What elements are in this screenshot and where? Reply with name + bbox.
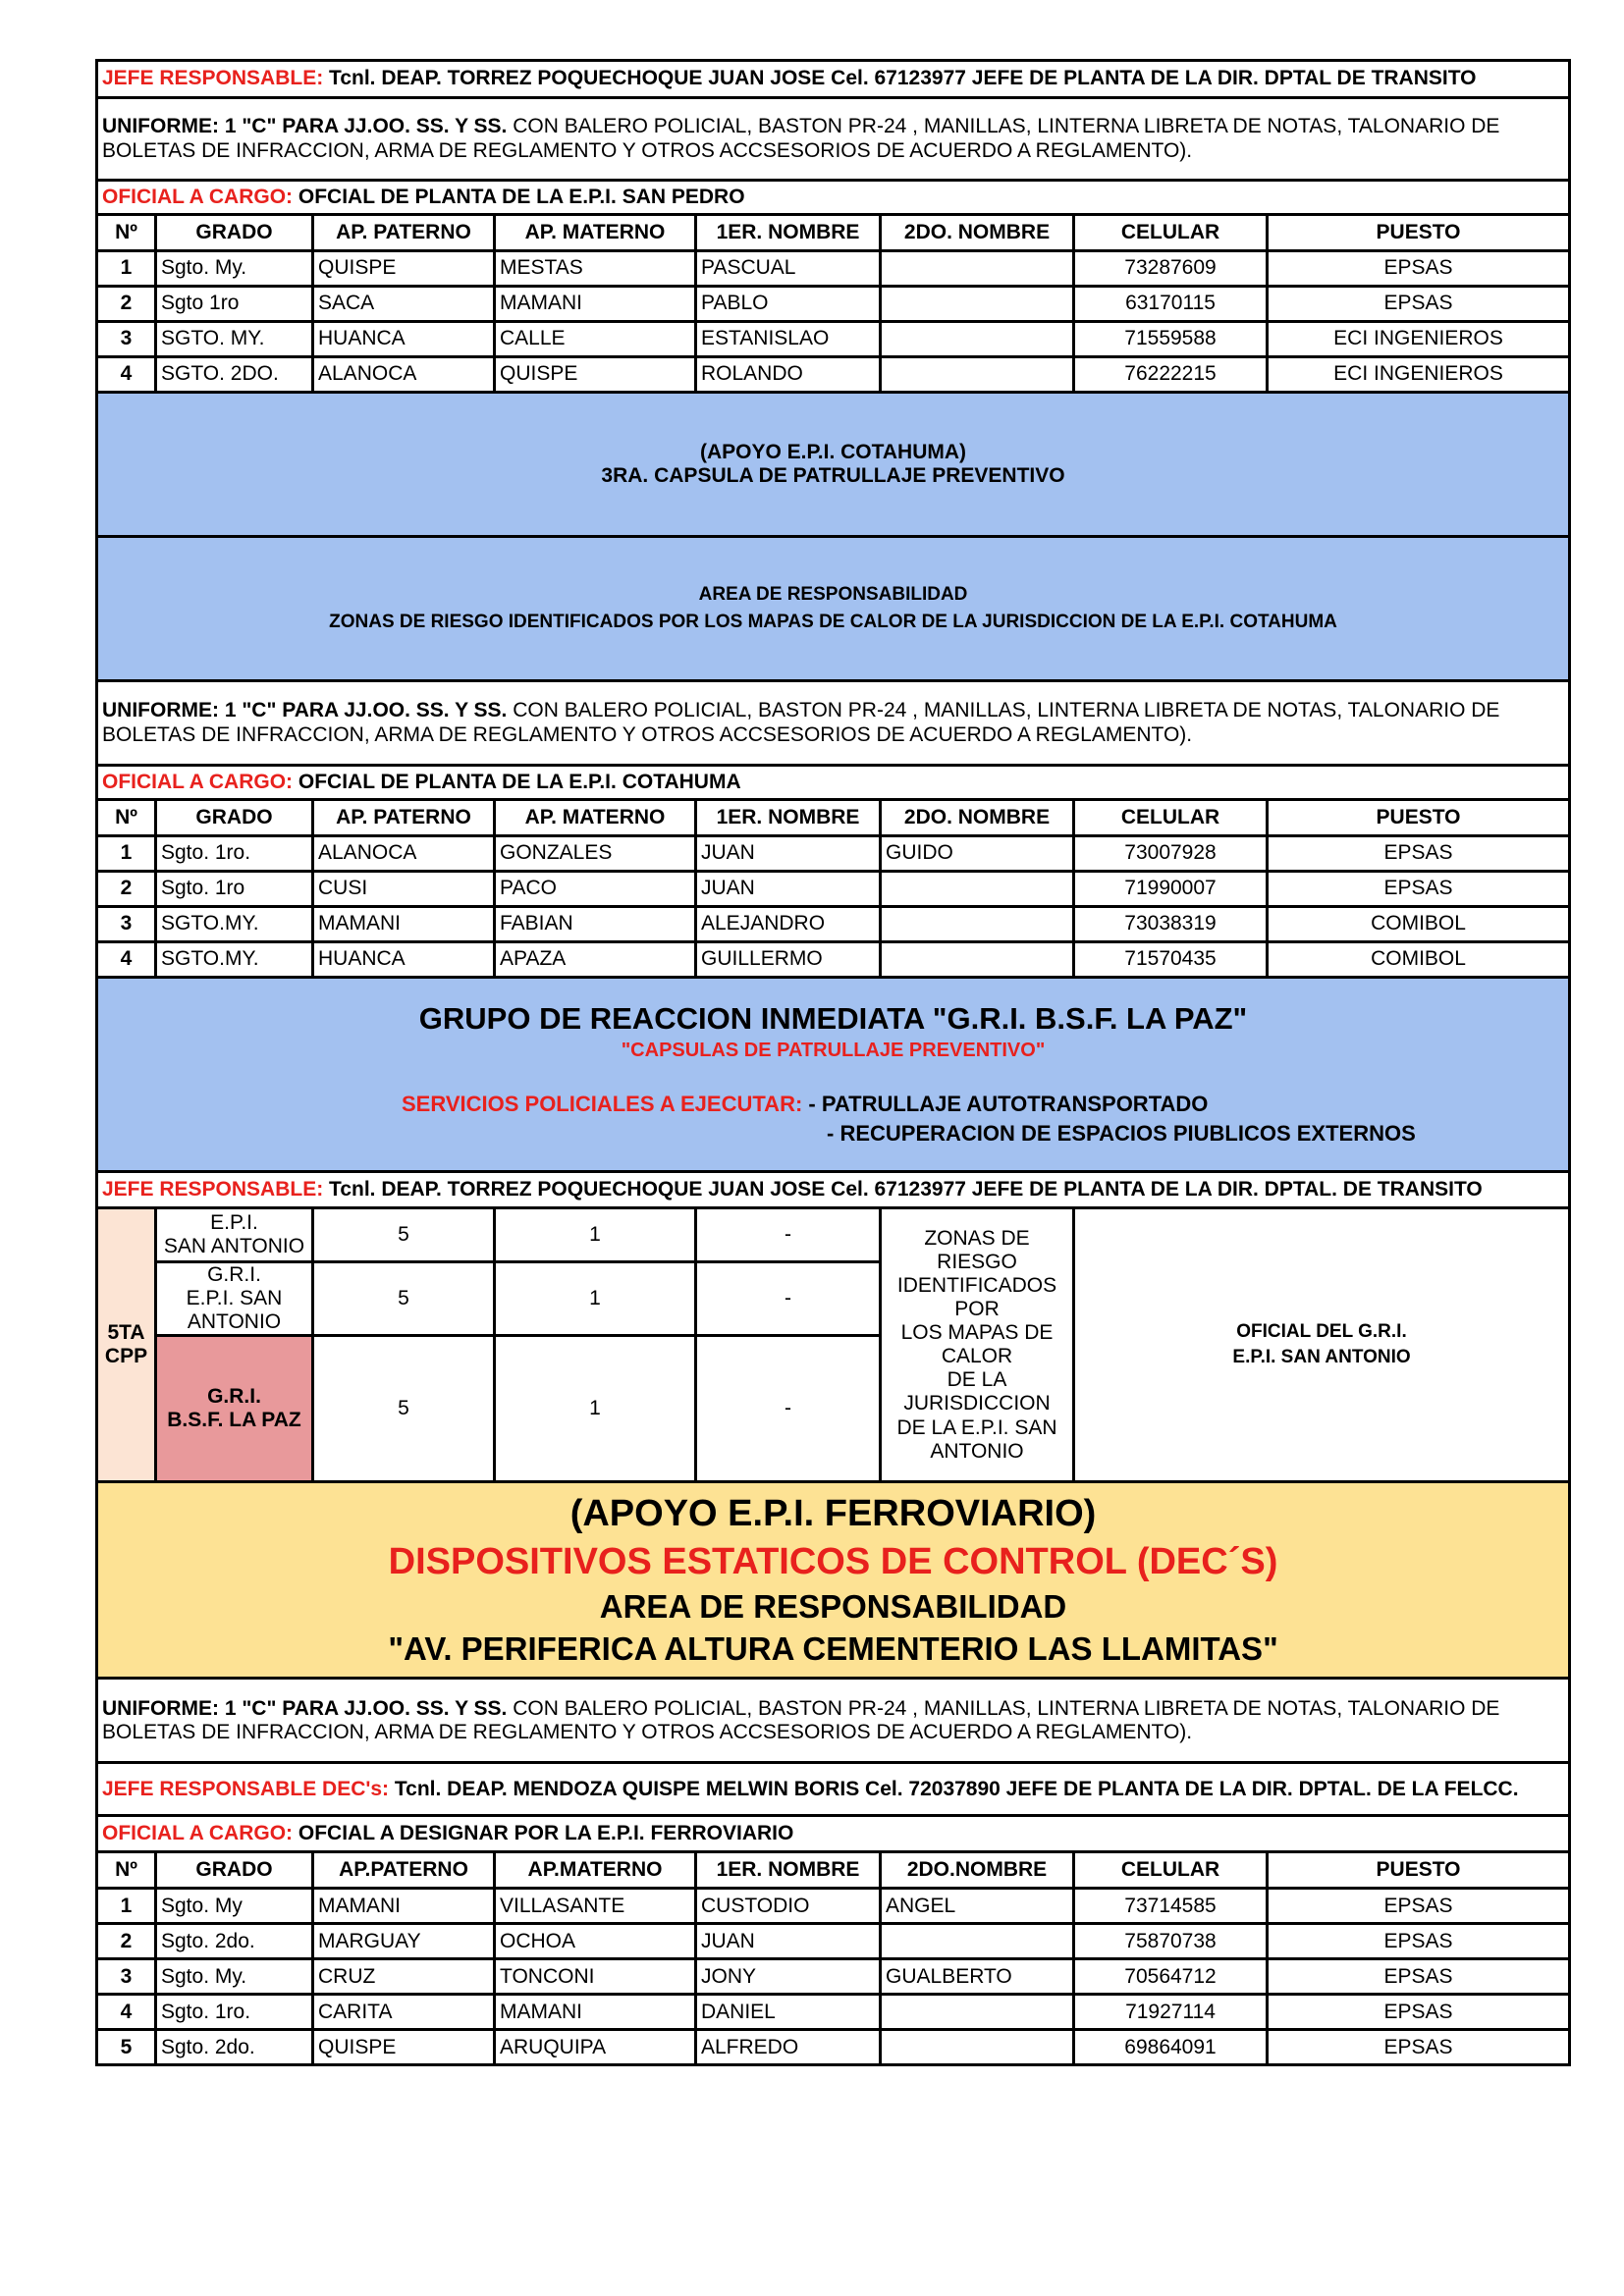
- oficial-text: OFCIAL DE PLANTA DE LA E.P.I. COTAHUMA: [293, 770, 741, 793]
- oficial-label: OFICIAL A CARGO:: [102, 185, 294, 208]
- header-materno: AP.MATERNO: [495, 1852, 696, 1889]
- grado-cell: Sgto. My: [156, 1889, 313, 1924]
- nombre-1-cell: JONY: [696, 1959, 881, 1995]
- zona-line: LOS MAPAS DE CALOR: [900, 1321, 1054, 1368]
- header-grado: GRADO: [156, 1852, 313, 1889]
- zona-line: DE LA E.P.I. SAN: [896, 1415, 1057, 1439]
- nombre-1-cell: CUSTODIO: [696, 1889, 881, 1924]
- materno-cell: FABIAN: [495, 907, 696, 942]
- header-row-4: [97, 1852, 1570, 1889]
- celular-cell: 73714585: [1074, 1889, 1268, 1924]
- jefe-row-1: [97, 61, 1570, 98]
- grado-cell: Sgto. My.: [156, 251, 313, 287]
- puesto-cell: EPSAS: [1268, 1924, 1570, 1959]
- paterno-cell: HUANCA: [313, 942, 495, 978]
- paterno-cell: CUSI: [313, 872, 495, 907]
- paterno-cell: MAMANI: [313, 907, 495, 942]
- grado-cell: SGTO.MY.: [156, 942, 313, 978]
- grado-cell: SGTO. MY.: [156, 322, 313, 357]
- unit-name: [156, 1336, 313, 1482]
- nombre-2-cell: GUALBERTO: [881, 1959, 1074, 1995]
- paterno-cell: MAMANI: [313, 1889, 495, 1924]
- puesto-cell: EPSAS: [1268, 1889, 1570, 1924]
- celular-cell: 71990007: [1074, 872, 1268, 907]
- celular-cell: 73038319: [1074, 907, 1268, 942]
- materno-cell: GONZALES: [495, 836, 696, 872]
- puesto-cell: EPSAS: [1268, 1995, 1570, 2030]
- table-row: [97, 357, 1570, 393]
- header-nombre-2: 2DO. NOMBRE: [881, 215, 1074, 251]
- celular-cell: 75870738: [1074, 1924, 1268, 1959]
- uniforme-row-1: [97, 98, 1570, 181]
- oficial-label: OFICIAL A CARGO:: [102, 770, 294, 793]
- uniforme-row-2: [97, 681, 1570, 766]
- oficial-gri-line-1: OFICIAL DEL G.R.I.: [1236, 1320, 1407, 1342]
- header-row-2: [97, 800, 1570, 836]
- cpp-cell: [97, 1208, 156, 1482]
- table-row: [97, 1889, 1570, 1924]
- grado-cell: SGTO. 2DO.: [156, 357, 313, 393]
- header-num: Nº: [97, 1852, 156, 1889]
- header-num: Nº: [97, 215, 156, 251]
- nombre-1-cell: PABLO: [696, 287, 881, 322]
- header-nombre-2: 2DO.NOMBRE: [881, 1852, 1074, 1889]
- unit-line-1: E.P.I.: [210, 1210, 258, 1234]
- row-number: 5: [97, 2030, 156, 2065]
- nombre-2-cell: GUIDO: [881, 836, 1074, 872]
- nombre-1-cell: JUAN: [696, 836, 881, 872]
- unit-name: [156, 1262, 313, 1336]
- unit-line-2: B.S.F. LA PAZ: [167, 1409, 301, 1432]
- cotahuma-title-row: [97, 393, 1570, 537]
- zona-line: ZONAS DE RIESGO: [924, 1226, 1030, 1273]
- nombre-1-cell: GUILLERMO: [696, 942, 881, 978]
- zona-line: IDENTIFICADOS POR: [896, 1273, 1057, 1320]
- grado-cell: Sgto. 2do.: [156, 1924, 313, 1959]
- roster-table: [95, 59, 1571, 2066]
- materno-cell: APAZA: [495, 942, 696, 978]
- puesto-cell: ECI INGENIEROS: [1268, 357, 1570, 393]
- nombre-1-cell: ROLANDO: [696, 357, 881, 393]
- oficial-gri-cell: [1074, 1208, 1570, 1482]
- puesto-cell: EPSAS: [1268, 836, 1570, 872]
- nombre-1-cell: ESTANISLAO: [696, 322, 881, 357]
- nombre-2-cell: [881, 357, 1074, 393]
- oficial-row-1: [97, 181, 1570, 215]
- paterno-cell: QUISPE: [313, 2030, 495, 2065]
- area-text: "AV. PERIFERICA ALTURA CEMENTERIO LAS LLAMITAS": [388, 1630, 1278, 1668]
- materno-cell: TONCONI: [495, 1959, 696, 1995]
- cotahuma-title: (APOYO E.P.I. COTAHUMA): [699, 440, 967, 463]
- uniforme-row-4: [97, 1679, 1570, 1763]
- jefe-label: JEFE RESPONSABLE DEC's:: [102, 1777, 390, 1800]
- table-row: [97, 907, 1570, 942]
- nombre-2-cell: [881, 1995, 1074, 2030]
- cpp-line-2: CPP: [104, 1345, 148, 1368]
- nombre-2-cell: [881, 322, 1074, 357]
- table-row: [97, 2030, 1570, 2065]
- roster-sheet: [95, 59, 1568, 2066]
- table-row: [97, 872, 1570, 907]
- nombre-2-cell: [881, 1924, 1074, 1959]
- paterno-cell: ALANOCA: [313, 836, 495, 872]
- header-materno: AP. MATERNO: [495, 800, 696, 836]
- gri-subtitle: "CAPSULAS DE PATRULLAJE PREVENTIVO": [621, 1040, 1046, 1062]
- unit-line-1: G.R.I.: [207, 1263, 261, 1286]
- unit-value-c: -: [696, 1262, 881, 1336]
- uniforme-label: UNIFORME: 1 "C" PARA JJ.OO. SS. Y SS.: [102, 1696, 508, 1720]
- celular-cell: 73007928: [1074, 836, 1268, 872]
- table-row: [97, 1924, 1570, 1959]
- header-nombre-1: 1ER. NOMBRE: [696, 800, 881, 836]
- grado-cell: Sgto. 1ro.: [156, 1995, 313, 2030]
- header-row-1: [97, 215, 1570, 251]
- materno-cell: CALLE: [495, 322, 696, 357]
- nombre-1-cell: DANIEL: [696, 1995, 881, 2030]
- paterno-cell: HUANCA: [313, 322, 495, 357]
- header-paterno: AP. PATERNO: [313, 215, 495, 251]
- nombre-1-cell: JUAN: [696, 1924, 881, 1959]
- header-num: Nº: [97, 800, 156, 836]
- row-number: 1: [97, 1889, 156, 1924]
- celular-cell: 70564712: [1074, 1959, 1268, 1995]
- header-nombre-1: 1ER. NOMBRE: [696, 215, 881, 251]
- table-row: [97, 1995, 1570, 2030]
- nombre-2-cell: [881, 287, 1074, 322]
- jefe-label: JEFE RESPONSABLE:: [102, 1177, 324, 1201]
- materno-cell: PACO: [495, 872, 696, 907]
- header-puesto: PUESTO: [1268, 215, 1570, 251]
- row-number: 4: [97, 942, 156, 978]
- materno-cell: MAMANI: [495, 1995, 696, 2030]
- jefe-label: JEFE RESPONSABLE:: [102, 67, 324, 90]
- grado-cell: Sgto. 2do.: [156, 2030, 313, 2065]
- cotahuma-subtitle: 3RA. CAPSULA DE PATRULLAJE PREVENTIVO: [601, 464, 1065, 487]
- unit-value-b: 1: [495, 1208, 696, 1262]
- unit-line-1: G.R.I.: [207, 1385, 261, 1409]
- materno-cell: MESTAS: [495, 251, 696, 287]
- puesto-cell: EPSAS: [1268, 251, 1570, 287]
- puesto-cell: COMIBOL: [1268, 942, 1570, 978]
- grado-cell: SGTO.MY.: [156, 907, 313, 942]
- unit-line-2: SAN ANTONIO: [163, 1235, 305, 1257]
- puesto-cell: COMIBOL: [1268, 907, 1570, 942]
- puesto-cell: ECI INGENIEROS: [1268, 322, 1570, 357]
- uniforme-text: CON BALERO POLICIAL, BASTON PR-24 , MANILLAS, LINTERNA LIBRETA DE NOTAS, TALONARIO DE BOLETAS DE INFRACCION, ARMA DE REGLAMENTO Y OTROS ACCSESORIOS DE ACUERDO A REGLAMENTO).: [102, 1696, 1500, 1743]
- paterno-cell: MARGUAY: [313, 1924, 495, 1959]
- puesto-cell: EPSAS: [1268, 2030, 1570, 2065]
- grado-cell: Sgto. My.: [156, 1959, 313, 1995]
- header-materno: AP. MATERNO: [495, 215, 696, 251]
- paterno-cell: CARITA: [313, 1995, 495, 2030]
- table-row: [97, 251, 1570, 287]
- table-row: [97, 942, 1570, 978]
- header-grado: GRADO: [156, 215, 313, 251]
- nombre-2-cell: [881, 907, 1074, 942]
- oficial-row-4: [97, 1816, 1570, 1852]
- servicios-label: SERVICIOS POLICIALES A EJECUTAR:: [402, 1092, 803, 1117]
- jefe-row-3: [97, 1172, 1570, 1208]
- unit-value-c: -: [696, 1336, 881, 1482]
- grado-cell: Sgto 1ro: [156, 287, 313, 322]
- nombre-2-cell: [881, 251, 1074, 287]
- table-row: [97, 287, 1570, 322]
- nombre-1-cell: PASCUAL: [696, 251, 881, 287]
- paterno-cell: CRUZ: [313, 1959, 495, 1995]
- ferroviario-title: (APOYO E.P.I. FERROVIARIO): [569, 1492, 1097, 1534]
- jefe-text: Tcnl. DEAP. TORREZ POQUECHOQUE JUAN JOSE Cel. 67123977 JEFE DE PLANTA DE LA DIR. DPTAL. DE TRANSITO: [323, 1177, 1483, 1201]
- nombre-2-cell: [881, 872, 1074, 907]
- materno-cell: QUISPE: [495, 357, 696, 393]
- unit-line-2: E.P.I. SAN ANTONIO: [186, 1287, 283, 1334]
- gri-title: GRUPO DE REACCION INMEDIATA "G.R.I. B.S.F. LA PAZ": [418, 1001, 1248, 1037]
- zona-cell: [881, 1208, 1074, 1482]
- row-number: 3: [97, 907, 156, 942]
- nombre-1-cell: JUAN: [696, 872, 881, 907]
- celular-cell: 73287609: [1074, 251, 1268, 287]
- table-row: [97, 322, 1570, 357]
- grado-cell: Sgto. 1ro.: [156, 836, 313, 872]
- row-number: 1: [97, 836, 156, 872]
- servicio-1: - PATRULLAJE AUTOTRANSPORTADO: [802, 1092, 1209, 1117]
- materno-cell: MAMANI: [495, 287, 696, 322]
- unit-value-b: 1: [495, 1336, 696, 1482]
- celular-cell: 63170115: [1074, 287, 1268, 322]
- header-celular: CELULAR: [1074, 800, 1268, 836]
- uniforme-text: CON BALERO POLICIAL, BASTON PR-24 , MANILLAS, LINTERNA LIBRETA DE NOTAS, TALONARIO DE BOLETAS DE INFRACCION, ARMA DE REGLAMENTO Y OTROS ACCSESORIOS DE ACUERDO A REGLAMENTO).: [102, 115, 1500, 162]
- row-number: 2: [97, 872, 156, 907]
- unit-row-1: [97, 1208, 1570, 1262]
- uniforme-label: UNIFORME: 1 "C" PARA JJ.OO. SS. Y SS.: [102, 115, 508, 138]
- header-celular: CELULAR: [1074, 215, 1268, 251]
- header-paterno: AP. PATERNO: [313, 800, 495, 836]
- materno-cell: ARUQUIPA: [495, 2030, 696, 2065]
- area-text: ZONAS DE RIESGO IDENTIFICADOS POR LOS MAPAS DE CALOR DE LA JURISDICCION DE LA E.P.I. COTAHUMA: [329, 612, 1337, 632]
- oficial-text: OFCIAL A DESIGNAR POR LA E.P.I. FERROVIARIO: [293, 1822, 794, 1845]
- header-nombre-1: 1ER. NOMBRE: [696, 1852, 881, 1889]
- celular-cell: 76222215: [1074, 357, 1268, 393]
- dec-title: DISPOSITIVOS ESTATICOS DE CONTROL (DEC´S): [388, 1541, 1278, 1583]
- puesto-cell: EPSAS: [1268, 287, 1570, 322]
- gri-title-row: [97, 978, 1570, 1172]
- row-number: 4: [97, 1995, 156, 2030]
- nombre-1-cell: ALFREDO: [696, 2030, 881, 2065]
- ferroviario-title-row: [97, 1482, 1570, 1679]
- celular-cell: 71570435: [1074, 942, 1268, 978]
- unit-name: [156, 1208, 313, 1262]
- area-title: AREA DE RESPONSABILIDAD: [599, 1588, 1067, 1626]
- paterno-cell: ALANOCA: [313, 357, 495, 393]
- unit-value-a: 5: [313, 1336, 495, 1482]
- unit-value-a: 5: [313, 1208, 495, 1262]
- oficial-label: OFICIAL A CARGO:: [102, 1822, 294, 1845]
- materno-cell: OCHOA: [495, 1924, 696, 1959]
- nombre-2-cell: [881, 942, 1074, 978]
- table-row: [97, 1959, 1570, 1995]
- zona-line: DE LA JURISDICCION: [903, 1368, 1051, 1415]
- oficial-text: OFCIAL DE PLANTA DE LA E.P.I. SAN PEDRO: [293, 185, 745, 208]
- row-number: 3: [97, 1959, 156, 1995]
- area-title: AREA DE RESPONSABILIDAD: [698, 584, 968, 606]
- header-grado: GRADO: [156, 800, 313, 836]
- uniforme-label: UNIFORME: 1 "C" PARA JJ.OO. SS. Y SS.: [102, 699, 508, 722]
- nombre-2-cell: [881, 2030, 1074, 2065]
- nombre-2-cell: ANGEL: [881, 1889, 1074, 1924]
- jefe-row-4: [97, 1763, 1570, 1816]
- grado-cell: Sgto. 1ro: [156, 872, 313, 907]
- jefe-text: Tcnl. DEAP. TORREZ POQUECHOQUE JUAN JOSE Cel. 67123977 JEFE DE PLANTA DE LA DIR. DPTAL DE TRANSITO: [323, 67, 1477, 90]
- cpp-line-1: 5TA: [107, 1321, 145, 1345]
- servicio-2: - RECUPERACION DE ESPACIOS PIUBLICOS EXTERNOS: [827, 1121, 1416, 1147]
- row-number: 3: [97, 322, 156, 357]
- header-nombre-2: 2DO. NOMBRE: [881, 800, 1074, 836]
- uniforme-text: CON BALERO POLICIAL, BASTON PR-24 , MANILLAS, LINTERNA LIBRETA DE NOTAS, TALONARIO DE BOLETAS DE INFRACCION, ARMA DE REGLAMENTO Y OTROS ACCSESORIOS DE ACUERDO A REGLAMENTO).: [102, 699, 1500, 746]
- jefe-text: Tcnl. DEAP. MENDOZA QUISPE MELWIN BORIS Cel. 72037890 JEFE DE PLANTA DE LA DIR. DPTAL. DE LA FELCC.: [389, 1777, 1519, 1800]
- header-paterno: AP.PATERNO: [313, 1852, 495, 1889]
- header-puesto: PUESTO: [1268, 1852, 1570, 1889]
- row-number: 2: [97, 1924, 156, 1959]
- row-number: 1: [97, 251, 156, 287]
- paterno-cell: SACA: [313, 287, 495, 322]
- table-row: [97, 836, 1570, 872]
- materno-cell: VILLASANTE: [495, 1889, 696, 1924]
- unit-value-b: 1: [495, 1262, 696, 1336]
- row-number: 2: [97, 287, 156, 322]
- puesto-cell: EPSAS: [1268, 872, 1570, 907]
- unit-value-a: 5: [313, 1262, 495, 1336]
- zona-line: ANTONIO: [930, 1439, 1024, 1463]
- oficial-row-2: [97, 766, 1570, 800]
- celular-cell: 71559588: [1074, 322, 1268, 357]
- paterno-cell: QUISPE: [313, 251, 495, 287]
- row-number: 4: [97, 357, 156, 393]
- header-puesto: PUESTO: [1268, 800, 1570, 836]
- unit-value-c: -: [696, 1208, 881, 1262]
- celular-cell: 69864091: [1074, 2030, 1268, 2065]
- cotahuma-area-row: [97, 537, 1570, 681]
- celular-cell: 71927114: [1074, 1995, 1268, 2030]
- header-celular: CELULAR: [1074, 1852, 1268, 1889]
- oficial-gri-line-2: E.P.I. SAN ANTONIO: [1232, 1347, 1411, 1368]
- puesto-cell: EPSAS: [1268, 1959, 1570, 1995]
- nombre-1-cell: ALEJANDRO: [696, 907, 881, 942]
